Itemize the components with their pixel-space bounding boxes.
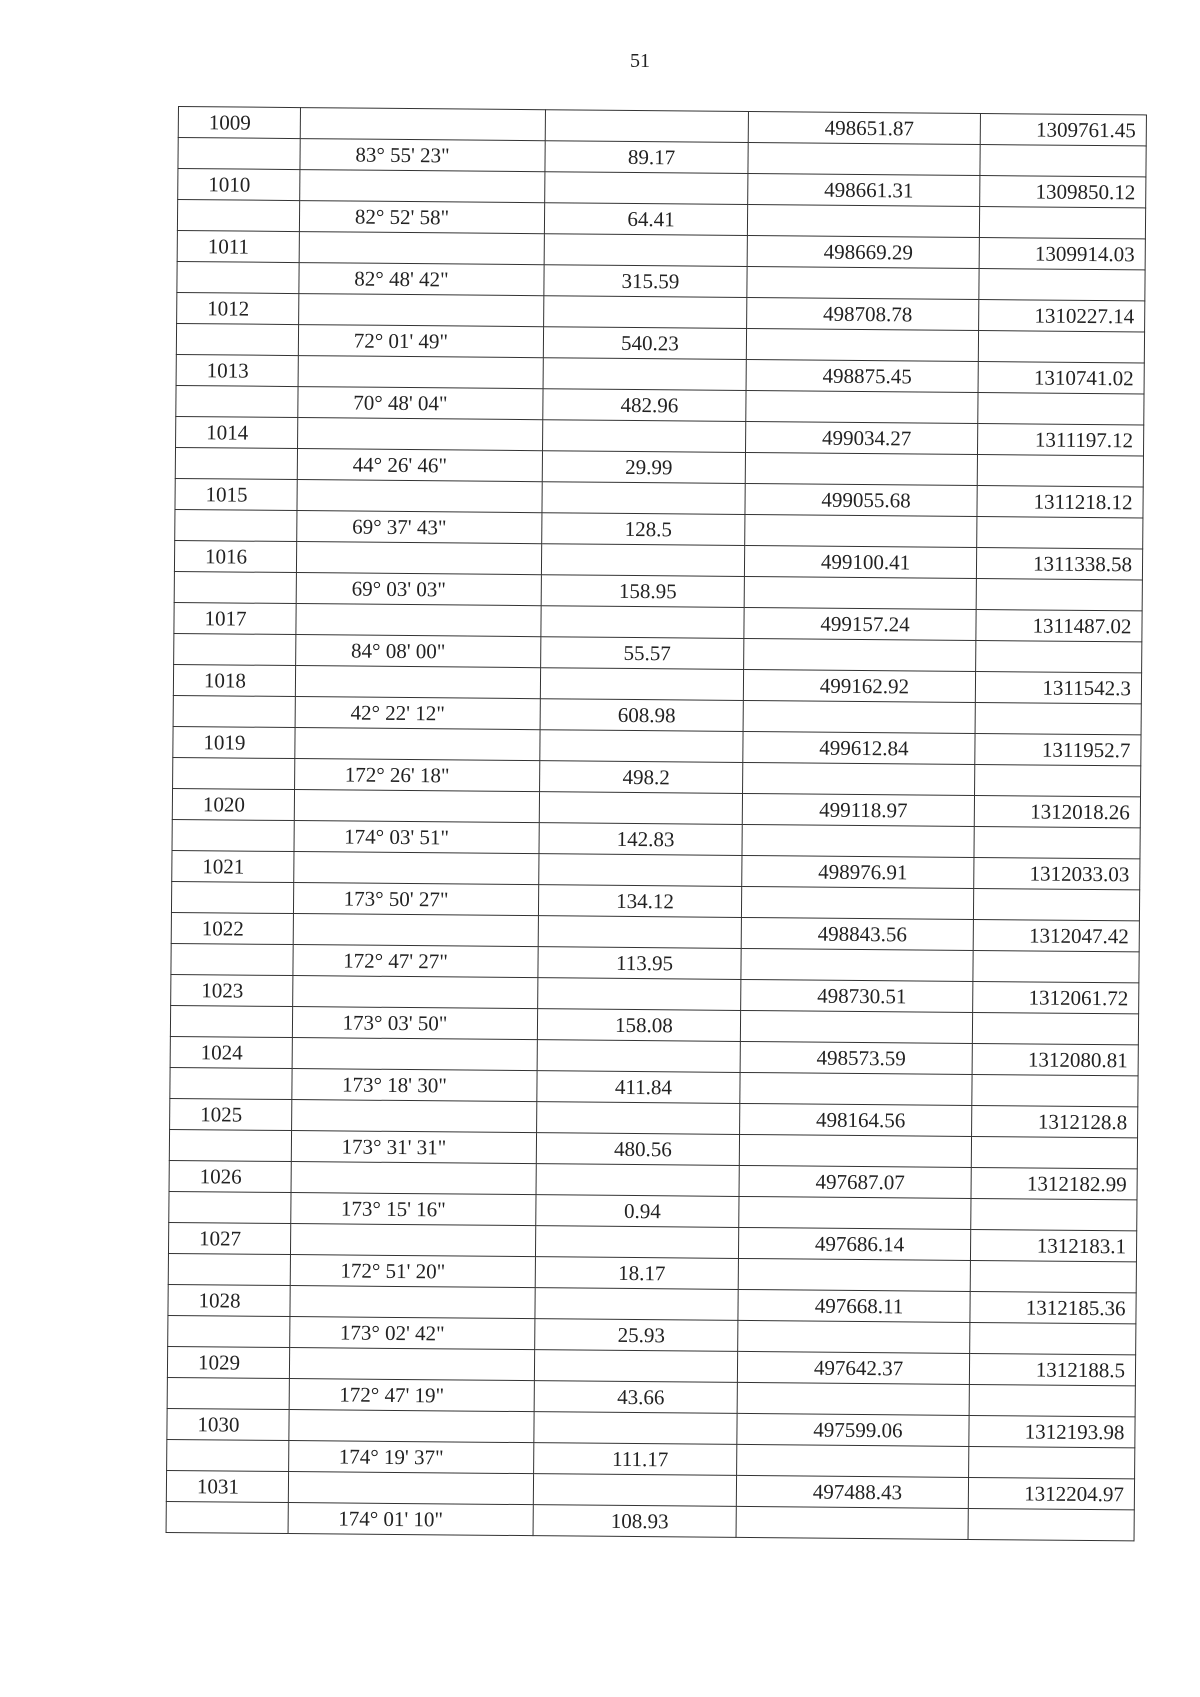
station-cell: 1016	[174, 540, 296, 572]
easting-cell	[740, 1072, 972, 1105]
distance-cell	[540, 730, 743, 763]
bearing-cell	[289, 1348, 534, 1381]
bearing-cell	[295, 728, 540, 761]
distance-cell: 108.93	[533, 1505, 736, 1538]
easting-cell: 498843.56	[741, 917, 973, 950]
station-cell: 1009	[178, 107, 300, 139]
easting-cell: 499118.97	[742, 793, 974, 826]
easting-cell	[744, 576, 976, 609]
northing-cell: 1311487.02	[976, 609, 1142, 641]
station-cell: 1025	[170, 1098, 292, 1130]
station-cell: 1015	[175, 478, 297, 510]
page-number: 51	[630, 50, 650, 72]
distance-cell	[543, 358, 746, 391]
distance-cell	[533, 1474, 736, 1507]
station-cell: 1022	[171, 912, 293, 944]
bearing-cell: 69° 03' 03"	[296, 573, 541, 606]
distance-cell: 480.56	[536, 1133, 739, 1166]
distance-cell	[538, 916, 741, 949]
bearing-cell	[296, 542, 541, 575]
station-cell	[166, 1501, 288, 1533]
easting-cell: 499612.84	[743, 731, 975, 764]
easting-cell: 498573.59	[740, 1041, 972, 1074]
bearing-cell	[292, 1100, 537, 1133]
distance-cell: 89.17	[545, 141, 748, 174]
station-cell	[167, 1377, 289, 1409]
easting-cell	[739, 1134, 971, 1167]
station-cell	[172, 819, 294, 851]
distance-cell	[536, 1164, 739, 1197]
easting-cell: 499034.27	[745, 421, 977, 454]
easting-cell: 499100.41	[744, 545, 976, 578]
northing-cell: 1311952.7	[975, 733, 1141, 765]
bearing-cell: 44° 26' 46"	[297, 449, 542, 482]
distance-cell	[540, 668, 743, 701]
easting-cell	[741, 948, 973, 981]
northing-cell	[970, 1260, 1136, 1292]
northing-cell	[978, 330, 1144, 362]
bearing-cell: 42° 22' 12"	[295, 697, 540, 730]
northing-cell: 1312033.03	[974, 857, 1140, 889]
distance-cell: 128.5	[542, 513, 745, 546]
station-cell	[170, 1005, 292, 1037]
station-cell: 1027	[168, 1222, 290, 1254]
bearing-cell	[293, 914, 538, 947]
easting-cell	[744, 638, 976, 671]
survey-table-body	[166, 107, 1146, 1541]
distance-cell	[539, 854, 742, 887]
bearing-cell	[300, 108, 545, 141]
northing-cell: 1311542.3	[975, 671, 1141, 703]
station-cell	[174, 571, 296, 603]
bearing-cell	[292, 1038, 537, 1071]
distance-cell: 142.83	[539, 823, 742, 856]
easting-cell: 498651.87	[748, 111, 980, 144]
station-cell	[177, 200, 299, 232]
northing-cell: 1312188.5	[969, 1353, 1135, 1385]
distance-cell	[545, 110, 748, 143]
easting-cell	[748, 142, 980, 175]
station-cell: 1012	[177, 292, 299, 324]
easting-cell	[736, 1506, 968, 1539]
northing-cell	[977, 516, 1143, 548]
bearing-cell	[298, 418, 543, 451]
easting-cell: 498708.78	[747, 297, 979, 330]
easting-cell: 499055.68	[745, 483, 977, 516]
bearing-cell: 174° 03' 51"	[294, 821, 539, 854]
distance-cell	[541, 606, 744, 639]
bearing-cell: 82° 48' 42"	[299, 263, 544, 296]
distance-cell: 498.2	[540, 761, 743, 794]
survey-coordinates-table	[166, 106, 1147, 1541]
bearing-cell: 72° 01' 49"	[298, 325, 543, 358]
station-cell	[178, 138, 300, 170]
northing-cell	[976, 640, 1142, 672]
easting-cell	[745, 452, 977, 485]
northing-cell	[979, 268, 1145, 300]
distance-cell	[537, 1040, 740, 1073]
station-cell	[173, 695, 295, 727]
northing-cell	[972, 1012, 1138, 1044]
easting-cell: 498976.91	[742, 855, 974, 888]
bearing-cell	[299, 232, 544, 265]
distance-cell	[535, 1288, 738, 1321]
bearing-cell: 172° 26' 18"	[295, 759, 540, 792]
bearing-cell	[289, 1410, 534, 1443]
distance-cell: 64.41	[544, 203, 747, 236]
distance-cell: 111.17	[534, 1443, 737, 1476]
distance-cell	[541, 544, 744, 577]
easting-cell	[746, 328, 978, 361]
bearing-cell	[293, 976, 538, 1009]
bearing-cell	[294, 852, 539, 885]
easting-cell	[743, 762, 975, 795]
bearing-cell: 69° 37' 43"	[297, 511, 542, 544]
bearing-cell	[298, 356, 543, 389]
northing-cell	[969, 1446, 1135, 1478]
distance-cell: 25.93	[535, 1319, 738, 1352]
station-cell: 1021	[172, 850, 294, 882]
northing-cell: 1312204.97	[968, 1477, 1134, 1509]
northing-cell	[972, 1074, 1138, 1106]
distance-cell	[543, 420, 746, 453]
bearing-cell: 82° 52' 58"	[299, 201, 544, 234]
station-cell	[171, 881, 293, 913]
station-cell: 1013	[176, 354, 298, 386]
northing-cell: 1310741.02	[978, 361, 1144, 393]
northing-cell: 1312193.98	[969, 1415, 1135, 1447]
station-cell	[169, 1129, 291, 1161]
easting-cell: 499162.92	[743, 669, 975, 702]
easting-cell: 497488.43	[736, 1475, 968, 1508]
station-cell: 1030	[167, 1408, 289, 1440]
station-cell: 1023	[171, 974, 293, 1006]
bearing-cell	[295, 666, 540, 699]
northing-cell: 1311218.12	[977, 485, 1143, 517]
bearing-cell	[290, 1286, 535, 1319]
easting-cell	[738, 1320, 970, 1353]
easting-cell	[745, 514, 977, 547]
easting-cell	[747, 266, 979, 299]
distance-cell: 315.59	[544, 265, 747, 298]
easting-cell: 498730.51	[741, 979, 973, 1012]
station-cell: 1019	[173, 726, 295, 758]
northing-cell: 1312061.72	[973, 981, 1139, 1013]
distance-cell: 0.94	[536, 1195, 739, 1228]
northing-cell	[971, 1136, 1137, 1168]
easting-cell: 497687.07	[739, 1165, 971, 1198]
distance-cell	[538, 978, 741, 1011]
bearing-cell	[300, 170, 545, 203]
distance-cell: 113.95	[538, 947, 741, 980]
northing-cell	[978, 392, 1144, 424]
northing-cell	[974, 826, 1140, 858]
distance-cell: 158.95	[541, 575, 744, 608]
northing-cell: 1312185.36	[970, 1291, 1136, 1323]
station-cell: 1018	[173, 664, 295, 696]
northing-cell: 1309914.03	[979, 237, 1145, 269]
easting-cell	[741, 886, 973, 919]
easting-cell	[746, 390, 978, 423]
easting-cell	[739, 1196, 971, 1229]
distance-cell: 482.96	[543, 389, 746, 422]
northing-cell	[973, 950, 1139, 982]
bearing-cell: 172° 51' 20"	[290, 1255, 535, 1288]
distance-cell	[534, 1350, 737, 1383]
station-cell: 1026	[169, 1160, 291, 1192]
bearing-cell	[288, 1472, 533, 1505]
easting-cell: 497686.14	[738, 1227, 970, 1260]
station-cell: 1031	[166, 1470, 288, 1502]
easting-cell	[743, 700, 975, 733]
distance-cell	[537, 1102, 740, 1135]
bearing-cell: 174° 01' 10"	[288, 1503, 533, 1536]
easting-cell	[747, 204, 979, 237]
northing-cell: 1311197.12	[977, 423, 1143, 455]
northing-cell: 1312047.42	[973, 919, 1139, 951]
station-cell	[176, 323, 298, 355]
bearing-cell: 172° 47' 27"	[293, 945, 538, 978]
station-cell	[173, 757, 295, 789]
easting-cell: 498669.29	[747, 235, 979, 268]
northing-cell	[969, 1384, 1135, 1416]
distance-cell	[539, 792, 742, 825]
bearing-cell: 173° 18' 30"	[292, 1069, 537, 1102]
distance-cell: 411.84	[537, 1071, 740, 1104]
station-cell	[167, 1439, 289, 1471]
northing-cell	[976, 578, 1142, 610]
station-cell	[176, 385, 298, 417]
distance-cell	[545, 172, 748, 205]
distance-cell	[542, 482, 745, 515]
easting-cell: 498661.31	[748, 173, 980, 206]
northing-cell: 1310227.14	[979, 299, 1145, 331]
bearing-cell: 173° 15' 16"	[291, 1193, 536, 1226]
station-cell: 1014	[176, 416, 298, 448]
station-cell	[175, 509, 297, 541]
station-cell	[168, 1315, 290, 1347]
distance-cell: 540.23	[543, 327, 746, 360]
station-cell	[168, 1253, 290, 1285]
northing-cell: 1312018.26	[974, 795, 1140, 827]
distance-cell	[544, 234, 747, 267]
distance-cell: 18.17	[535, 1257, 738, 1290]
station-cell: 1020	[172, 788, 294, 820]
easting-cell	[737, 1382, 969, 1415]
bearing-cell: 173° 31' 31"	[291, 1131, 536, 1164]
station-cell	[177, 261, 299, 293]
easting-cell: 498164.56	[740, 1103, 972, 1136]
station-cell: 1029	[167, 1346, 289, 1378]
northing-cell: 1312080.81	[972, 1043, 1138, 1075]
distance-cell	[535, 1226, 738, 1259]
distance-cell: 55.57	[541, 637, 744, 670]
bearing-cell: 173° 03' 50"	[292, 1007, 537, 1040]
bearing-cell	[294, 790, 539, 823]
station-cell: 1011	[177, 230, 299, 262]
northing-cell	[968, 1508, 1134, 1540]
northing-cell: 1309761.45	[980, 114, 1146, 146]
northing-cell	[973, 888, 1139, 920]
station-cell	[170, 1067, 292, 1099]
bearing-cell: 173° 50' 27"	[293, 883, 538, 916]
northing-cell	[977, 454, 1143, 486]
easting-cell	[740, 1010, 972, 1043]
easting-cell: 497668.11	[738, 1289, 970, 1322]
station-cell: 1017	[174, 602, 296, 634]
easting-cell	[742, 824, 974, 857]
station-cell	[171, 943, 293, 975]
bearing-cell	[299, 294, 544, 327]
bearing-cell	[291, 1162, 536, 1195]
northing-cell	[971, 1198, 1137, 1230]
easting-cell	[738, 1258, 970, 1291]
station-cell: 1024	[170, 1036, 292, 1068]
distance-cell	[544, 296, 747, 329]
easting-cell	[737, 1444, 969, 1477]
bearing-cell: 70° 48' 04"	[298, 387, 543, 420]
distance-cell	[534, 1412, 737, 1445]
northing-cell	[970, 1322, 1136, 1354]
northing-cell: 1311338.58	[976, 547, 1142, 579]
northing-cell: 1312128.8	[972, 1105, 1138, 1137]
station-cell	[175, 447, 297, 479]
easting-cell: 497642.37	[737, 1351, 969, 1384]
distance-cell: 43.66	[534, 1381, 737, 1414]
northing-cell	[979, 206, 1145, 238]
bearing-cell	[296, 604, 541, 637]
easting-cell: 499157.24	[744, 607, 976, 640]
northing-cell: 1312183.1	[970, 1229, 1136, 1261]
bearing-cell: 83° 55' 23"	[300, 139, 545, 172]
station-cell: 1028	[168, 1284, 290, 1316]
easting-cell: 497599.06	[737, 1413, 969, 1446]
northing-cell	[975, 702, 1141, 734]
station-cell: 1010	[178, 169, 300, 201]
distance-cell: 29.99	[542, 451, 745, 484]
easting-cell: 498875.45	[746, 359, 978, 392]
station-cell	[174, 633, 296, 665]
bearing-cell	[297, 480, 542, 513]
bearing-cell	[290, 1224, 535, 1257]
station-cell	[169, 1191, 291, 1223]
bearing-cell: 173° 02' 42"	[290, 1317, 535, 1350]
distance-cell: 608.98	[540, 699, 743, 732]
bearing-cell: 172° 47' 19"	[289, 1379, 534, 1412]
northing-cell	[975, 764, 1141, 796]
bearing-cell: 84° 08' 00"	[296, 635, 541, 668]
northing-cell: 1309850.12	[980, 176, 1146, 208]
northing-cell	[980, 145, 1146, 177]
northing-cell: 1312182.99	[971, 1167, 1137, 1199]
distance-cell: 134.12	[538, 885, 741, 918]
bearing-cell: 174° 19' 37"	[289, 1441, 534, 1474]
distance-cell: 158.08	[537, 1009, 740, 1042]
